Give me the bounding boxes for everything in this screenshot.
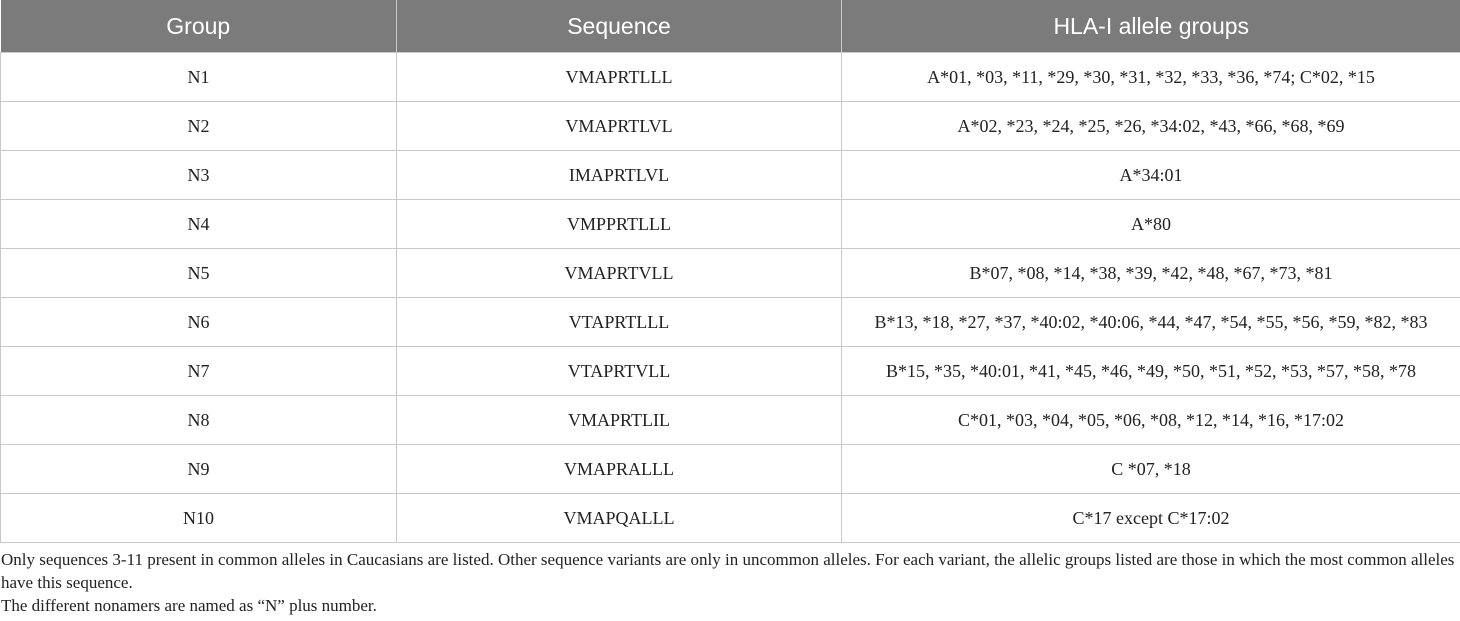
sequence-cell: VMAPRTLIL (397, 396, 842, 445)
group-cell: N3 (1, 151, 397, 200)
group-cell: N4 (1, 200, 397, 249)
footnote-sequences: Only sequences 3-11 present in common alleles in Caucasians are listed. Other sequence variants are only in uncommon alleles. For each variant, the allelic groups listed are those in which the most common alleles have this sequence. (1, 550, 1455, 592)
alleles-cell: A*80 (842, 200, 1460, 249)
sequence-cell: VMPPRTLLL (397, 200, 842, 249)
table-header (1, 0, 1460, 53)
group-cell: N9 (1, 445, 397, 494)
table-row (1, 53, 1460, 102)
sequence-cell: VTAPRTLLL (397, 298, 842, 347)
table-row (1, 151, 1460, 200)
header-hla-allele-groups: HLA-I allele groups (842, 0, 1460, 53)
group-cell: N1 (1, 53, 397, 102)
sequence-cell: VMAPQALLL (397, 494, 842, 543)
alleles-cell: A*02, *23, *24, *25, *26, *34:02, *43, *66, *68, *69 (842, 102, 1460, 151)
sequence-cell: VTAPRTVLL (397, 347, 842, 396)
group-cell: N10 (1, 494, 397, 543)
table-row (1, 200, 1460, 249)
group-cell: N2 (1, 102, 397, 151)
table-row (1, 445, 1460, 494)
sequence-cell: VMAPRALLL (397, 445, 842, 494)
alleles-cell: B*15, *35, *40:01, *41, *45, *46, *49, *50, *51, *52, *53, *57, *58, *78 (842, 347, 1460, 396)
table-row (1, 494, 1460, 543)
table-row (1, 396, 1460, 445)
sequence-cell: VMAPRTLVL (397, 102, 842, 151)
header-sequence: Sequence (397, 0, 842, 53)
alleles-cell: A*34:01 (842, 151, 1460, 200)
alleles-cell: B*07, *08, *14, *38, *39, *42, *48, *67, *73, *81 (842, 249, 1460, 298)
sequence-cell: VMAPRTLLL (397, 53, 842, 102)
alleles-cell: C*17 except C*17:02 (842, 494, 1460, 543)
table-body (1, 53, 1460, 543)
group-cell: N6 (1, 298, 397, 347)
table-row (1, 298, 1460, 347)
group-cell: N8 (1, 396, 397, 445)
alleles-cell: A*01, *03, *11, *29, *30, *31, *32, *33, *36, *74; C*02, *15 (842, 53, 1460, 102)
table-row (1, 249, 1460, 298)
alleles-cell: C*01, *03, *04, *05, *06, *08, *12, *14, *16, *17:02 (842, 396, 1460, 445)
alleles-cell: B*13, *18, *27, *37, *40:02, *40:06, *44, *47, *54, *55, *56, *59, *82, *83 (842, 298, 1460, 347)
footnote-nonamers: The different nonamers are named as “N” plus number. (1, 596, 377, 615)
header-row (1, 0, 1460, 53)
alleles-cell: C *07, *18 (842, 445, 1460, 494)
group-cell: N7 (1, 347, 397, 396)
group-cell: N5 (1, 249, 397, 298)
sequence-cell: VMAPRTVLL (397, 249, 842, 298)
table-footnotes (0, 548, 1460, 617)
sequence-cell: IMAPRTLVL (397, 151, 842, 200)
table-row (1, 102, 1460, 151)
table-row (1, 347, 1460, 396)
header-group: Group (1, 0, 397, 53)
